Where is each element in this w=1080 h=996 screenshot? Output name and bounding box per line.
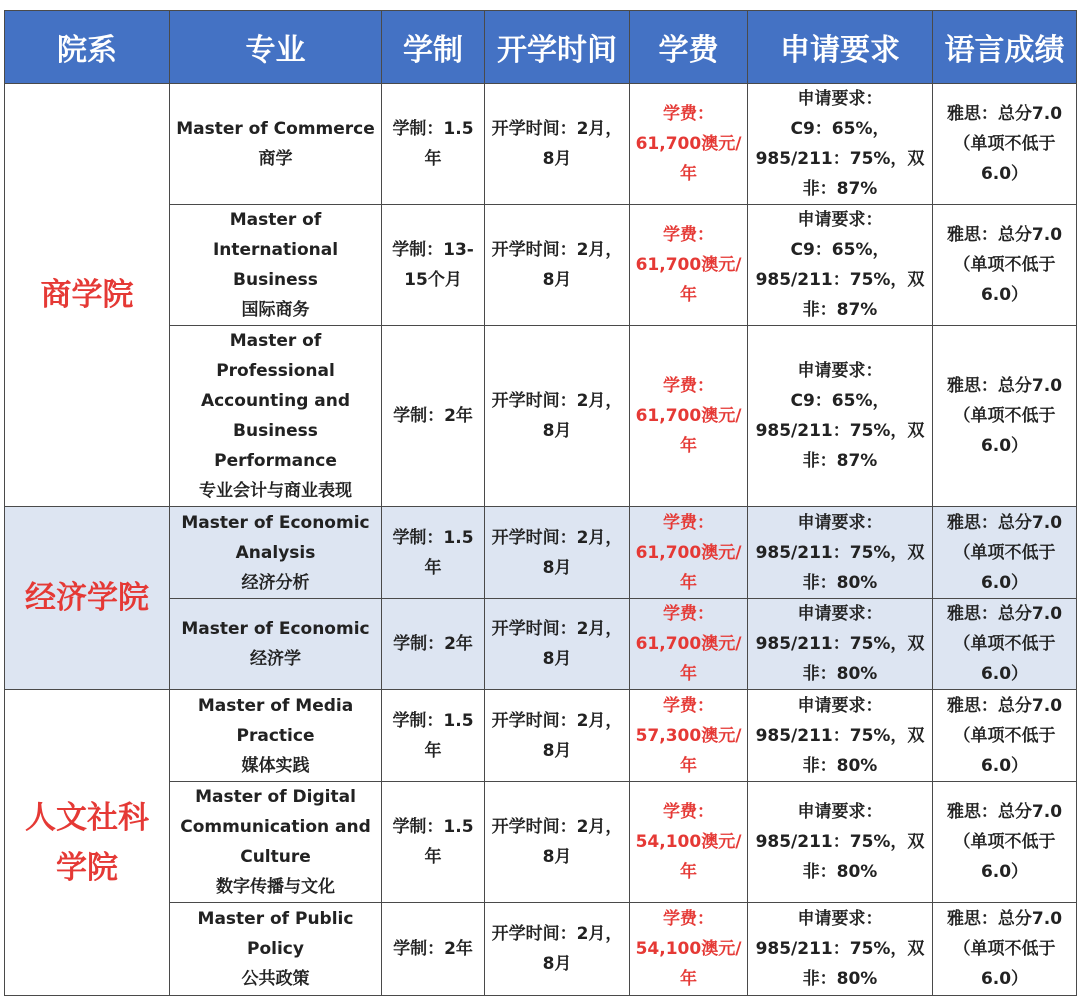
cell-line: 61,700澳元/ [635, 406, 742, 426]
col-header-language: 语言成绩 [933, 11, 1077, 84]
cell-line: 申请要求： [797, 695, 883, 716]
program-name-cell [170, 690, 382, 782]
cell-line: 雅思：总分7.0 [946, 604, 1063, 624]
school-cell [5, 690, 170, 996]
start-date-cell [485, 326, 630, 507]
cell-line: 学制：1.5 [392, 817, 474, 837]
start-date-cell [485, 599, 630, 690]
cell-line: 学费： [663, 225, 714, 245]
cell-line: 学费： [663, 695, 714, 716]
cell-line: 学费： [663, 909, 714, 929]
cell-line: 公共政策 [241, 969, 310, 989]
cell-line: 年 [424, 557, 442, 578]
start-date-cell [485, 782, 630, 903]
cell-line: 雅思：总分7.0 [946, 512, 1063, 533]
cell-line: 雅思：总分7.0 [946, 695, 1063, 716]
requirements-cell [748, 690, 933, 782]
cell-line: 985/211：75%，双 [755, 832, 925, 852]
program-name-cell [170, 782, 382, 903]
cell-line: 非：80% [802, 755, 878, 776]
duration-cell [382, 782, 485, 903]
cell-line: 人文社科 [25, 799, 149, 836]
tuition-fee-cell [630, 84, 748, 205]
duration-cell [382, 84, 485, 205]
cell-line: 学院 [56, 849, 118, 886]
cell-line: 学制：2年 [393, 939, 473, 959]
tuition-fee-cell [630, 599, 748, 690]
cell-line: 学费： [663, 604, 714, 624]
cell-line: 61,700澳元/ [635, 542, 742, 563]
duration-cell [382, 599, 485, 690]
cell-line: 专业会计与商业表现 [199, 481, 352, 501]
cell-line: 985/211：75%，双 [755, 939, 925, 959]
col-header-duration: 学制 [382, 11, 485, 84]
cell-line: Master of Economic [181, 619, 370, 639]
cell-line: Communication and [180, 817, 371, 837]
cell-line: 6.0） [980, 285, 1029, 305]
cell-line: 学制：2年 [393, 634, 473, 654]
cell-line: （单项不低于 [953, 406, 1056, 426]
col-header-start: 开学时间 [485, 11, 630, 84]
cell-line: 985/211：75%，双 [755, 149, 925, 169]
cell-line: Business Performance [214, 421, 337, 471]
cell-line: （单项不低于 [953, 832, 1056, 852]
cell-line: 非：87% [802, 451, 878, 471]
requirements-cell [748, 84, 933, 205]
cell-line: 开学时间：2月， [491, 240, 623, 260]
start-date-cell [485, 205, 630, 326]
cell-line: 经济学 [250, 649, 301, 669]
cell-line: 8月 [542, 557, 572, 578]
cell-line: 非：80% [802, 664, 878, 684]
language-score-cell [933, 326, 1077, 507]
cell-line: 学制：1.5 [392, 119, 474, 139]
cell-line: （单项不低于 [953, 725, 1056, 746]
cell-line: Culture [240, 847, 311, 867]
cell-line: 学制：1.5 [392, 710, 474, 731]
cell-line: 经济分析 [241, 572, 310, 593]
cell-line: （单项不低于 [953, 255, 1056, 275]
cell-line: 8月 [542, 740, 572, 761]
program-name-cell [170, 507, 382, 599]
cell-line: 年 [680, 969, 697, 989]
requirements-cell [748, 782, 933, 903]
language-score-cell [933, 84, 1077, 205]
table-row [5, 507, 1077, 599]
cell-line: 学制：1.5 [392, 527, 474, 548]
cell-line: 8月 [542, 954, 572, 974]
cell-line: 年 [680, 664, 697, 684]
table-row [5, 690, 1077, 782]
cell-line: 985/211：75%，双 [755, 542, 925, 563]
cell-line: 8月 [542, 421, 572, 441]
language-score-cell [933, 599, 1077, 690]
header-row [5, 11, 1077, 84]
cell-line: 年 [424, 740, 442, 761]
cell-line: （单项不低于 [953, 634, 1056, 654]
col-header-school: 院系 [5, 11, 170, 84]
requirements-cell [748, 599, 933, 690]
cell-line: 学制：13- [392, 240, 474, 260]
cell-line: 年 [680, 572, 697, 593]
col-header-fee: 学费 [630, 11, 748, 84]
cell-line: 申请要求： [797, 604, 883, 624]
language-score-cell [933, 903, 1077, 996]
cell-line: C9：65%， [790, 240, 890, 260]
cell-line: 年 [680, 164, 697, 184]
cell-line: Accounting and [200, 391, 351, 411]
cell-line: 8月 [542, 149, 572, 169]
requirements-cell [748, 326, 933, 507]
start-date-cell [485, 690, 630, 782]
cell-line: 数字传播与文化 [216, 877, 335, 897]
cell-line: 雅思：总分7.0 [946, 225, 1063, 245]
cell-line: Master of Media [197, 695, 354, 716]
cell-line: 媒体实践 [241, 755, 310, 776]
cell-line: Master of Economic [181, 512, 370, 533]
cell-line: 61,700澳元/ [635, 634, 742, 654]
program-name-cell [170, 205, 382, 326]
cell-line: 54,100澳元/ [635, 939, 742, 959]
cell-line: 61,700澳元/ [635, 255, 742, 275]
table-row [5, 84, 1077, 205]
program-name-cell [170, 84, 382, 205]
cell-line: 6.0） [980, 862, 1029, 882]
cell-line: 985/211：75%，双 [755, 634, 925, 654]
cell-line: 经济学院 [25, 580, 149, 616]
cell-line: Master of [229, 210, 322, 230]
cell-line: Practice [236, 725, 315, 746]
col-header-program: 专业 [170, 11, 382, 84]
cell-line: （单项不低于 [953, 134, 1056, 154]
cell-line: 学费： [663, 512, 714, 533]
cell-line: （单项不低于 [953, 939, 1056, 959]
cell-line: 商学院 [40, 277, 134, 313]
cell-line: 非：80% [802, 572, 878, 593]
cell-line: 开学时间：2月， [491, 817, 623, 837]
requirements-cell [748, 903, 933, 996]
program-table [4, 10, 1077, 996]
cell-line: 开学时间：2月， [491, 710, 623, 731]
duration-cell [382, 326, 485, 507]
cell-line: 985/211：75%，双 [755, 270, 925, 290]
start-date-cell [485, 903, 630, 996]
language-score-cell [933, 782, 1077, 903]
cell-line: 57,300澳元/ [635, 725, 742, 746]
cell-line: 雅思：总分7.0 [946, 909, 1063, 929]
cell-line: 开学时间：2月， [491, 119, 623, 139]
cell-line: 学制：2年 [393, 406, 473, 426]
cell-line: International Business [212, 240, 339, 290]
cell-line: 6.0） [980, 572, 1029, 593]
duration-cell [382, 903, 485, 996]
cell-line: 申请要求： [797, 512, 883, 533]
language-score-cell [933, 690, 1077, 782]
cell-line: 6.0） [980, 969, 1029, 989]
cell-line: 申请要求： [797, 361, 883, 381]
cell-line: 年 [680, 862, 697, 882]
cell-line: 学费： [663, 104, 714, 124]
cell-line: 开学时间：2月， [491, 391, 623, 411]
cell-line: 开学时间：2月， [491, 619, 623, 639]
start-date-cell [485, 84, 630, 205]
school-cell [5, 84, 170, 507]
cell-line: 开学时间：2月， [491, 527, 623, 548]
cell-line: 6.0） [980, 164, 1029, 184]
cell-line: 年 [680, 285, 697, 305]
requirements-cell [748, 507, 933, 599]
cell-line: 8月 [542, 847, 572, 867]
tuition-fee-cell [630, 507, 748, 599]
cell-line: Analysis [235, 542, 316, 563]
cell-line: Master of Public Policy [197, 909, 354, 959]
cell-line: 年 [680, 436, 697, 456]
tuition-fee-cell [630, 690, 748, 782]
cell-line: 学费： [663, 802, 714, 822]
cell-line: 申请要求： [797, 909, 883, 929]
cell-line: 非：87% [802, 300, 878, 320]
duration-cell [382, 507, 485, 599]
duration-cell [382, 690, 485, 782]
language-score-cell [933, 507, 1077, 599]
cell-line: 8月 [542, 649, 572, 669]
tuition-fee-cell [630, 782, 748, 903]
cell-line: 985/211：75%，双 [755, 725, 925, 746]
cell-line: 雅思：总分7.0 [946, 104, 1063, 124]
cell-line: 61,700澳元/ [635, 134, 742, 154]
cell-line: 985/211：75%，双 [755, 421, 925, 441]
cell-line: 非：80% [802, 862, 878, 882]
cell-line: 8月 [542, 270, 572, 290]
duration-cell [382, 205, 485, 326]
program-name-cell [170, 903, 382, 996]
tuition-fee-cell [630, 205, 748, 326]
cell-line: 6.0） [980, 664, 1029, 684]
program-name-cell [170, 326, 382, 507]
cell-line: C9：65%， [790, 391, 890, 411]
cell-line: C9：65%， [790, 119, 890, 139]
cell-line: （单项不低于 [953, 542, 1056, 563]
cell-line: 非：80% [802, 969, 878, 989]
requirements-cell [748, 205, 933, 326]
cell-line: 年 [680, 755, 697, 776]
start-date-cell [485, 507, 630, 599]
cell-line: 年 [424, 847, 442, 867]
cell-line: 申请要求： [797, 89, 883, 109]
cell-line: 非：87% [802, 179, 878, 199]
cell-line: Master of Digital [195, 787, 356, 807]
cell-line: 年 [424, 149, 442, 169]
cell-line: Master of Professional [216, 331, 335, 381]
program-name-cell [170, 599, 382, 690]
cell-line: 15个月 [404, 270, 462, 290]
table-body [5, 84, 1077, 996]
tuition-fee-cell [630, 326, 748, 507]
cell-line: 商学 [258, 149, 293, 169]
cell-line: 开学时间：2月， [491, 924, 623, 944]
cell-line: Master of Commerce [176, 119, 375, 139]
tuition-fee-cell [630, 903, 748, 996]
cell-line: 雅思：总分7.0 [946, 802, 1063, 822]
col-header-requirements: 申请要求 [748, 11, 933, 84]
cell-line: 申请要求： [797, 210, 883, 230]
cell-line: 6.0） [980, 755, 1029, 776]
cell-line: 学费： [663, 376, 714, 396]
cell-line: 国际商务 [241, 300, 310, 320]
school-cell [5, 507, 170, 690]
cell-line: 54,100澳元/ [635, 832, 742, 852]
language-score-cell [933, 205, 1077, 326]
cell-line: 申请要求： [797, 802, 883, 822]
cell-line: 6.0） [980, 436, 1029, 456]
cell-line: 雅思：总分7.0 [946, 376, 1063, 396]
